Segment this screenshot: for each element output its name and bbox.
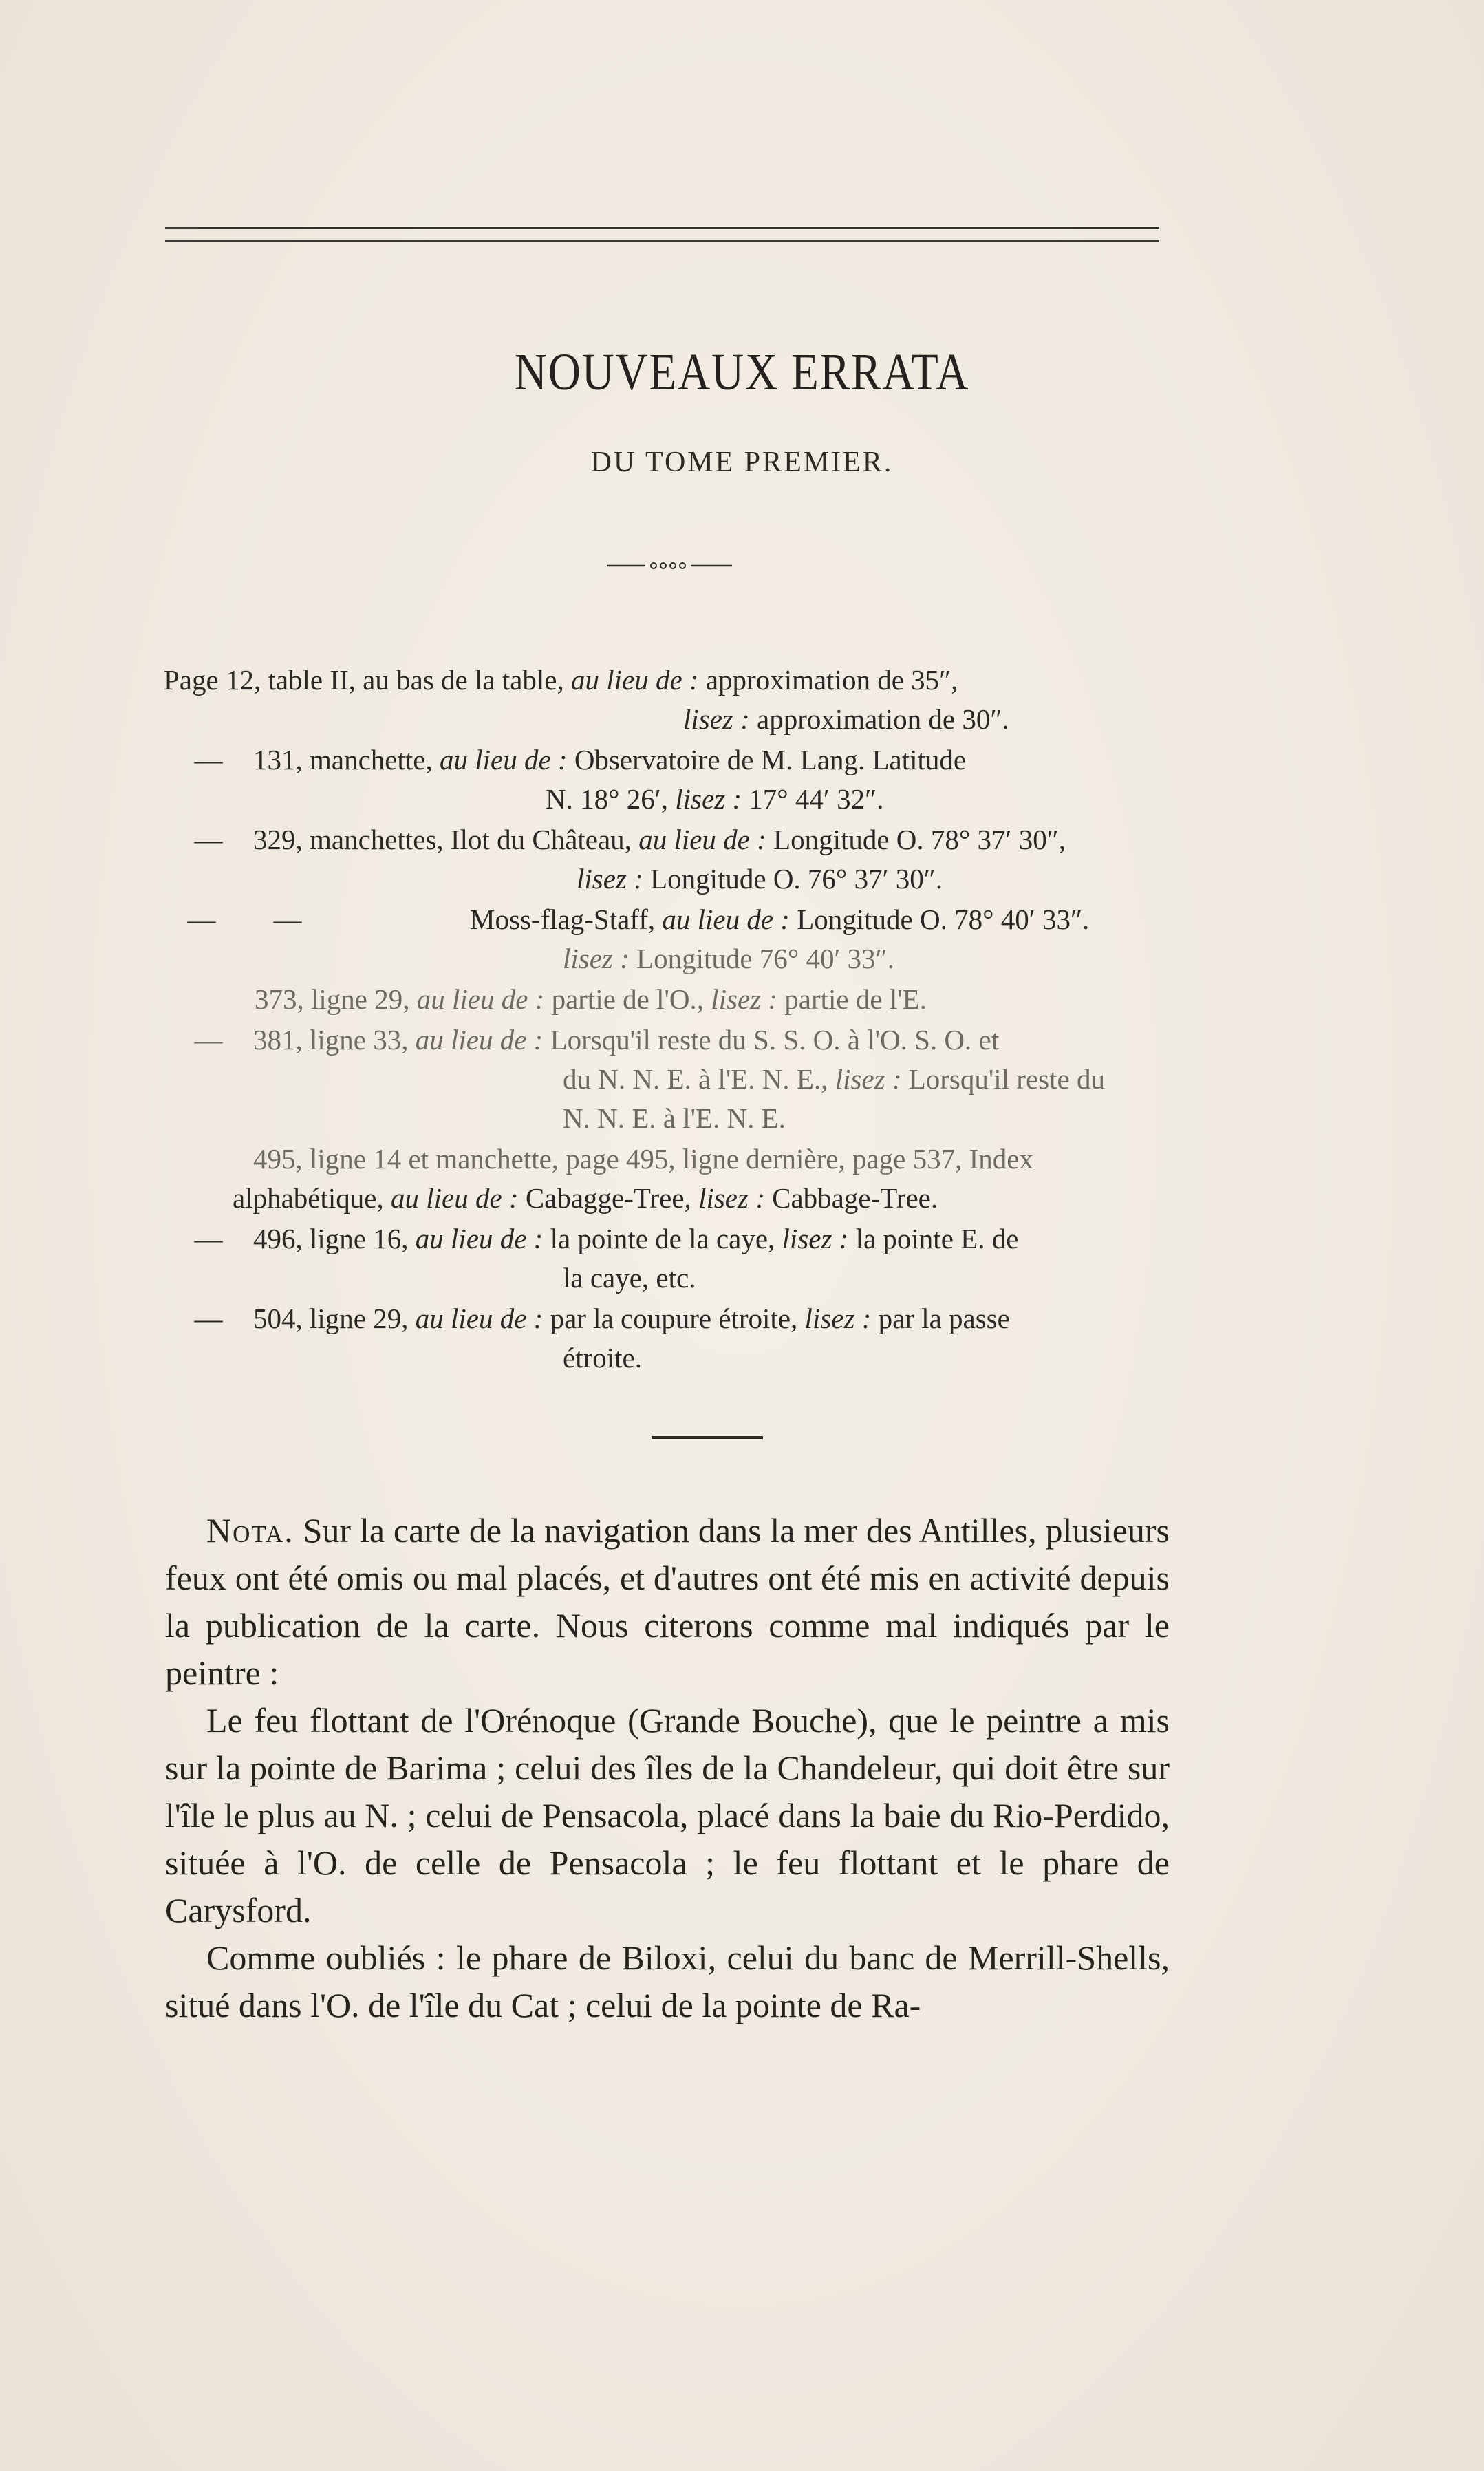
errata-text: alphabétique, <box>233 1182 391 1214</box>
nota-paragraph: Le feu flottant de l'Orénoque (Grande Bouche), que le peintre a mis sur la pointe de Barima ; celui des îles de la Chandeleur, qui doit être sur l'île le plus au N. ; celui de Pensacola, placé dans la baie du Rio-Perdido, située à l'O. de celle de Pensacola ; le feu flottant et le phare de Carysford. <box>165 1701 1170 1929</box>
errata-text: partie de l'O., <box>551 983 711 1015</box>
errata-text: du N. N. E. à l'E. N. E., <box>563 1063 835 1095</box>
errata-text: approximation de 35″, <box>705 664 958 696</box>
errata-text: étroite. <box>563 1342 642 1373</box>
errata-entry <box>164 820 1168 899</box>
page-subtitle: DU TOME PREMIER. <box>590 447 894 478</box>
errata-italic: lisez : <box>675 783 749 815</box>
errata-entry <box>164 980 1168 1019</box>
errata-text: la pointe de la caye, <box>550 1223 782 1254</box>
errata-italic: au lieu de : <box>571 664 706 696</box>
errata-text: 373, ligne 29, <box>255 983 417 1015</box>
errata-text: Lorsqu'il reste du <box>908 1063 1105 1095</box>
errata-italic: lisez : <box>683 703 757 735</box>
errata-italic: lisez : <box>577 863 651 895</box>
nota-label: Nota. <box>206 1511 294 1550</box>
errata-italic: au lieu de : <box>415 1223 550 1254</box>
errata-text: Longitude 76° 40′ 33″. <box>636 943 895 974</box>
errata-dash: — <box>194 744 223 775</box>
errata-text: 329, manchettes, Ilot du Château, <box>253 824 639 855</box>
errata-italic: lisez : <box>804 1303 879 1334</box>
errata-text: par la coupure étroite, <box>550 1303 805 1334</box>
errata-italic: au lieu de : <box>415 1024 550 1056</box>
errata-text: par la passe <box>878 1303 1010 1334</box>
errata-text: Moss-flag-Staff, <box>470 903 663 935</box>
errata-entry <box>164 1299 1168 1378</box>
nota-section <box>165 1507 1170 2029</box>
errata-italic: au lieu de : <box>638 824 774 855</box>
errata-dash: — <box>194 1303 223 1334</box>
errata-text: approximation de 30″. <box>757 703 1009 735</box>
errata-italic: au lieu de : <box>439 744 574 775</box>
errata-italic: lisez : <box>782 1223 856 1254</box>
errata-text: la caye, etc. <box>563 1262 696 1294</box>
nota-text: Sur la carte de la navigation dans la mer des Antilles, plusieurs feux ont été omis ou mal placés, et d'autres ont été mis en activité depuis la publication de la carte. Nous citerons comme mal indiqués par le peintre : <box>165 1511 1170 1692</box>
errata-text: N. 18° 26′, <box>546 783 676 815</box>
errata-text: Longitude O. 78° 40′ 33″. <box>797 903 1090 935</box>
errata-text: Page 12, table II, au bas de la table, <box>164 664 571 696</box>
errata-text: Cabbage-Tree. <box>772 1182 938 1214</box>
errata-text: 504, ligne 29, <box>253 1303 416 1334</box>
errata-italic: au lieu de : <box>416 983 552 1015</box>
nota-paragraph <box>165 1507 1170 1697</box>
errata-text: la pointe E. de <box>855 1223 1019 1254</box>
errata-entry <box>164 740 1168 819</box>
errata-list <box>164 661 1168 1379</box>
header-double-rule <box>165 227 1159 242</box>
errata-italic: lisez : <box>698 1182 773 1214</box>
errata-italic: au lieu de : <box>415 1303 550 1334</box>
errata-entry <box>164 1140 1168 1218</box>
errata-text: partie de l'E. <box>784 983 927 1015</box>
section-rule <box>652 1436 763 1439</box>
nota-paragraph: Comme oubliés : le phare de Biloxi, celui du banc de Merrill-Shells, situé dans l'O. de l'île du Cat ; celui de la pointe de Ra- <box>165 1938 1170 2024</box>
errata-text: Cabagge-Tree, <box>525 1182 699 1214</box>
errata-italic: lisez : <box>711 983 785 1015</box>
errata-entry <box>164 661 1168 739</box>
errata-dash: — <box>194 1223 223 1254</box>
errata-text: 496, ligne 16, <box>253 1223 416 1254</box>
page-title: NOUVEAUX ERRATA <box>514 343 970 401</box>
errata-italic: lisez : <box>835 1063 909 1095</box>
errata-text: N. N. E. à l'E. N. E. <box>563 1102 786 1134</box>
errata-text: Longitude O. 76° 37′ 30″. <box>650 863 943 895</box>
errata-entry <box>164 900 1168 978</box>
ornament-divider <box>604 559 735 573</box>
errata-text: 17° 44′ 32″. <box>749 783 884 815</box>
errata-text: Observatoire de M. Lang. Latitude <box>574 744 967 775</box>
errata-dash: — <box>194 1024 223 1056</box>
errata-italic: au lieu de : <box>390 1182 526 1214</box>
errata-dash: — <box>187 903 216 935</box>
errata-entry <box>164 1219 1168 1298</box>
errata-text: 131, manchette, <box>253 744 440 775</box>
errata-dash: — <box>194 824 223 855</box>
errata-italic: au lieu de : <box>662 903 797 935</box>
errata-italic: lisez : <box>563 943 637 974</box>
errata-text: 495, ligne 14 et manchette, page 495, ligne dernière, page 537, Index <box>253 1143 1033 1175</box>
errata-dash: — <box>273 903 302 935</box>
errata-text: 381, ligne 33, <box>253 1024 416 1056</box>
errata-text: Lorsqu'il reste du S. S. O. à l'O. S. O. et <box>550 1024 1000 1056</box>
errata-entry <box>164 1020 1168 1138</box>
errata-text: Longitude O. 78° 37′ 30″, <box>773 824 1066 855</box>
